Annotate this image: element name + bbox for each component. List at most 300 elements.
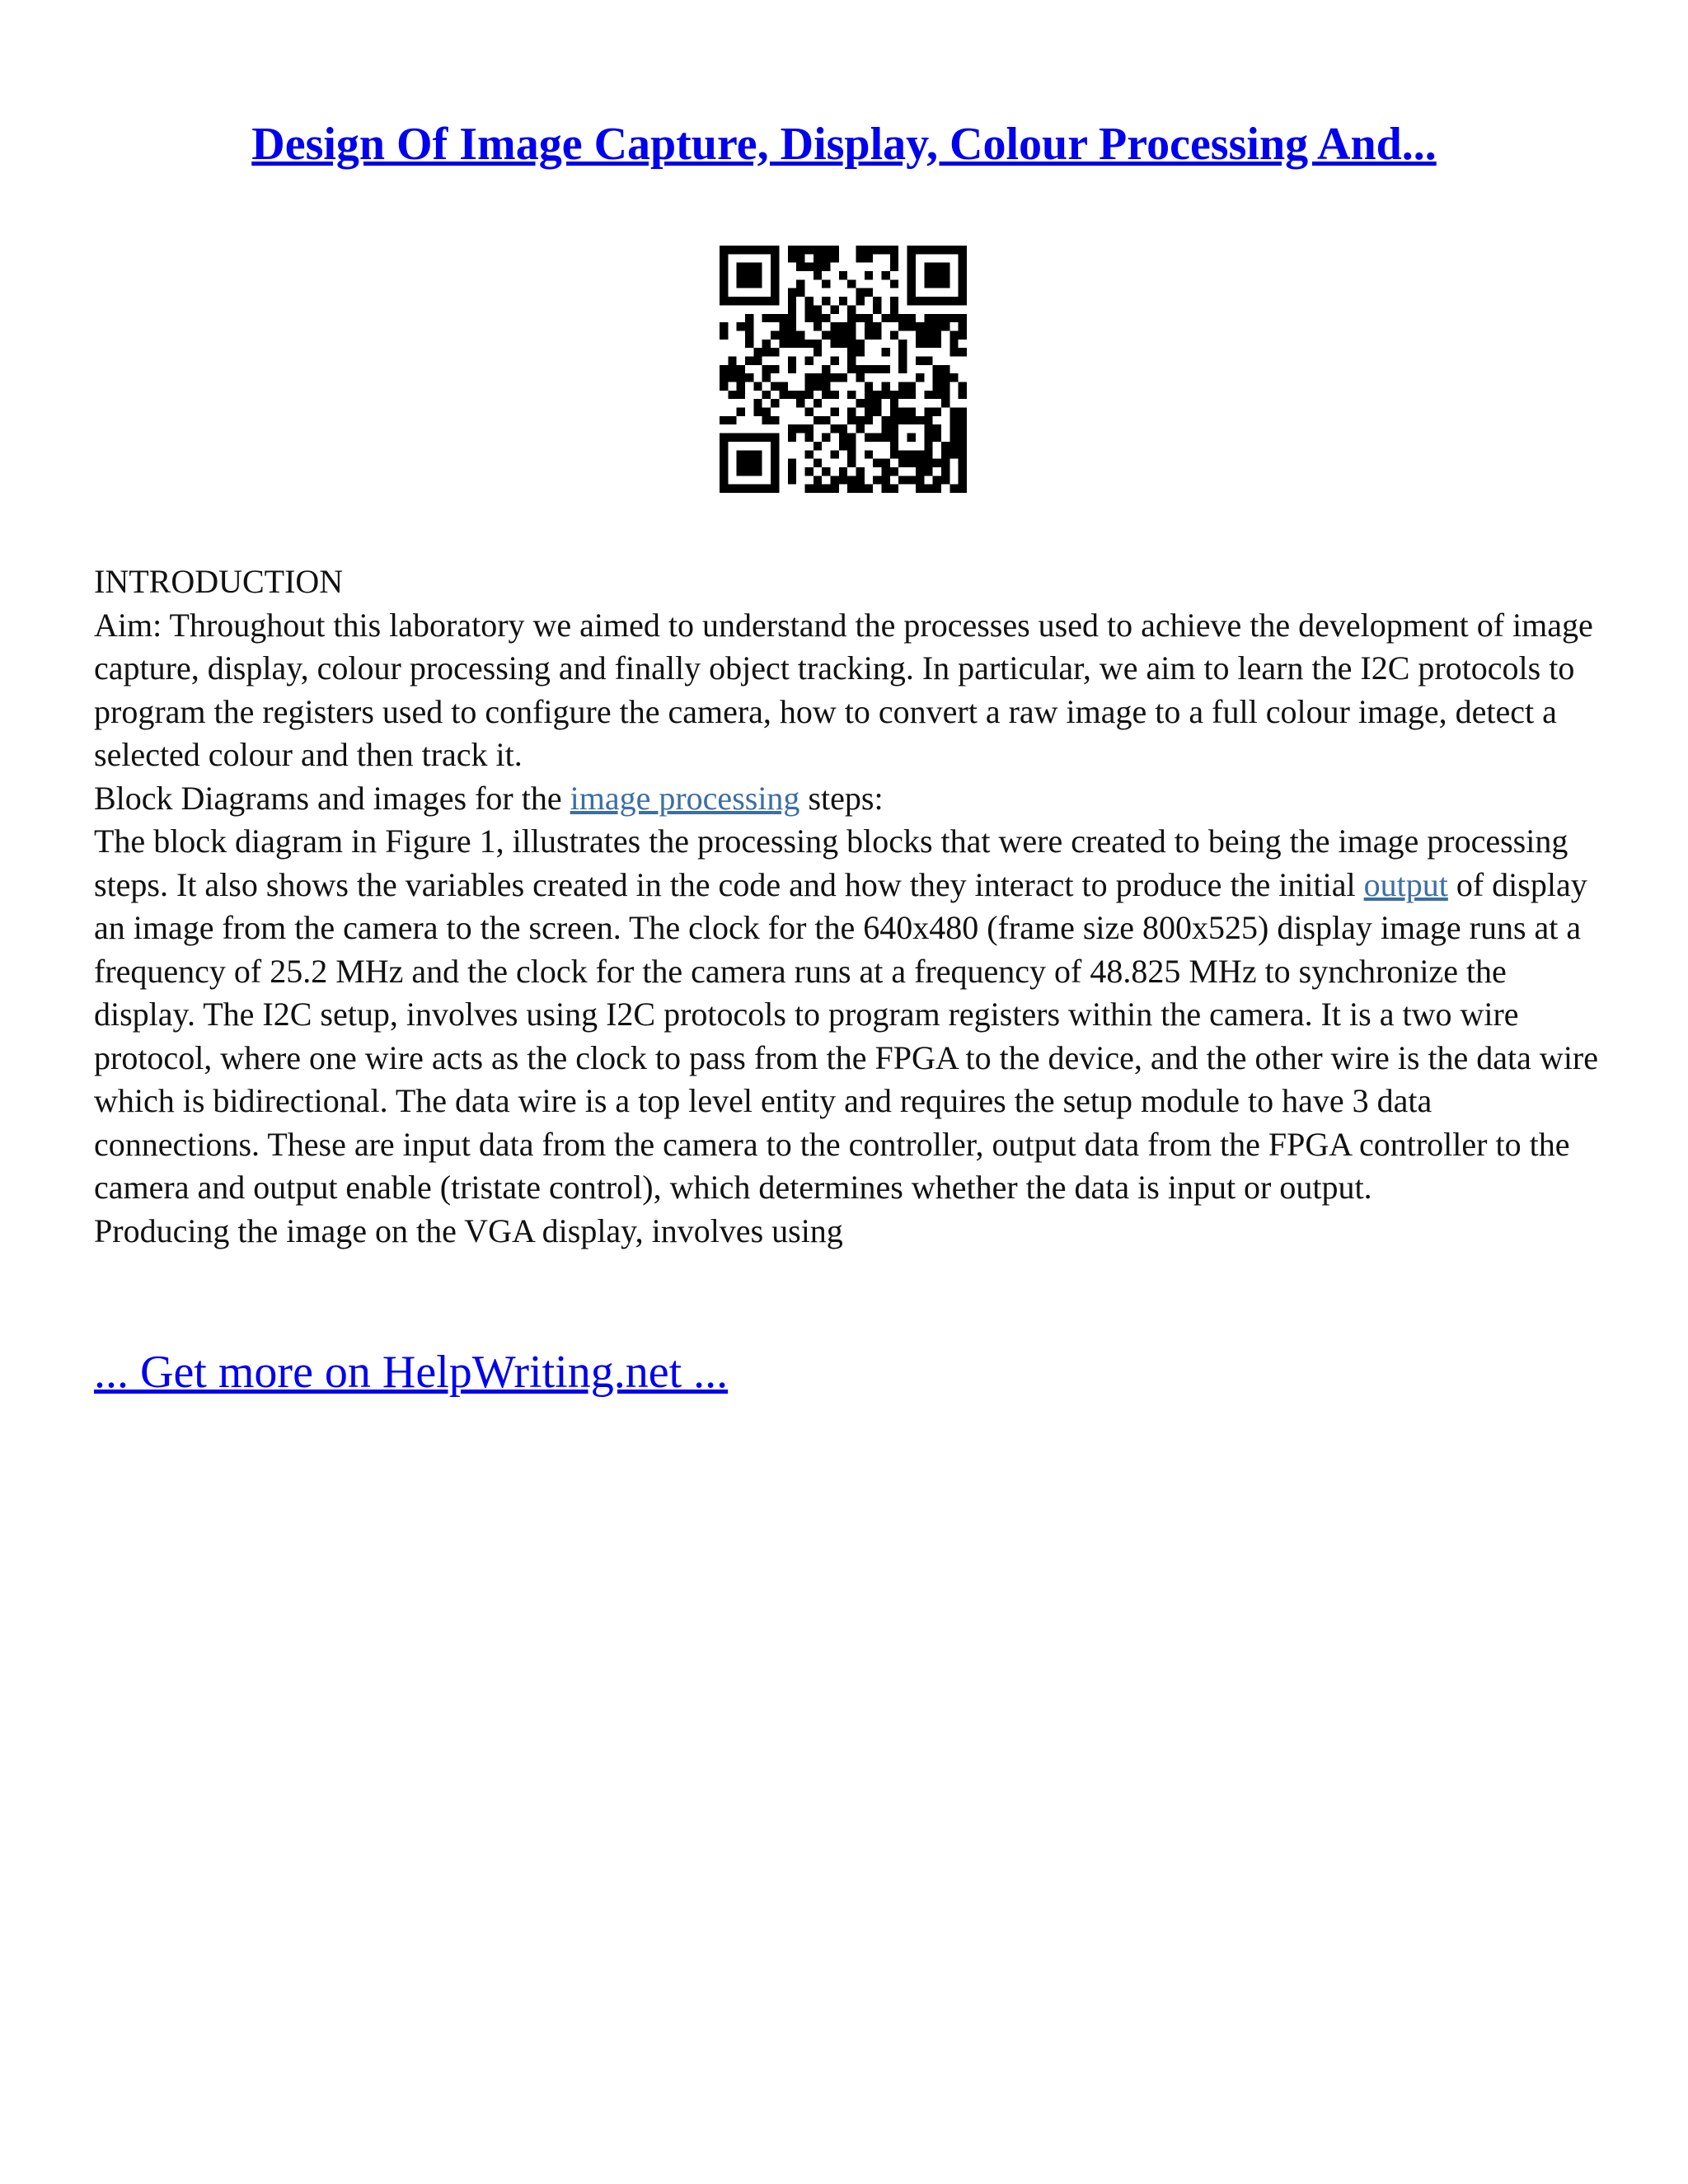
qr-module [959, 416, 967, 424]
qr-module [959, 476, 967, 484]
qr-module [847, 408, 856, 416]
qr-module [804, 263, 813, 271]
qr-module [941, 382, 950, 391]
qr-module [720, 467, 728, 476]
qr-module [830, 476, 838, 484]
qr-module [745, 467, 753, 476]
qr-module [856, 365, 865, 373]
qr-module [873, 408, 881, 416]
qr-module [737, 408, 745, 416]
qr-module [907, 297, 916, 305]
qr-module [745, 322, 753, 330]
qr-module [959, 263, 967, 271]
qr-module [898, 348, 907, 356]
qr-module [865, 450, 873, 458]
qr-module [814, 314, 822, 322]
qr-module [924, 297, 932, 305]
qr-module [771, 348, 779, 356]
qr-module [804, 246, 813, 254]
qr-module [890, 450, 898, 458]
qr-module [941, 246, 950, 254]
qr-module [924, 459, 932, 467]
qr-module [865, 399, 873, 407]
qr-module [882, 416, 890, 424]
qr-module [873, 322, 881, 330]
qr-module [898, 322, 907, 330]
qr-module [847, 348, 856, 356]
qr-module [865, 288, 873, 297]
qr-module [882, 476, 890, 484]
qr-module [882, 246, 890, 254]
qr-module [745, 279, 753, 288]
qr-module [753, 297, 762, 305]
qr-module [933, 297, 941, 305]
qr-module [907, 450, 916, 458]
qr-module [959, 314, 967, 322]
qr-module [830, 391, 838, 399]
qr-module [737, 382, 745, 391]
qr-module [788, 434, 796, 442]
section-heading: INTRODUCTION [94, 563, 344, 600]
qr-module [788, 330, 796, 339]
qr-module [873, 459, 881, 467]
qr-module [720, 246, 728, 254]
qr-module [907, 246, 916, 254]
qr-module [753, 408, 762, 416]
qr-module [720, 330, 728, 339]
qr-module [959, 288, 967, 297]
qr-module [941, 459, 950, 467]
qr-module [856, 416, 865, 424]
qr-module [950, 408, 958, 416]
qr-module [916, 450, 924, 458]
qr-module [890, 314, 898, 322]
qr-module [822, 467, 830, 476]
qr-module [788, 391, 796, 399]
qr-module [814, 348, 822, 356]
qr-module [720, 297, 728, 305]
qr-module [771, 365, 779, 373]
qr-module [847, 442, 856, 450]
qr-module [753, 279, 762, 288]
qr-module [796, 330, 804, 339]
qr-module [753, 450, 762, 458]
qr-module [822, 330, 830, 339]
qr-module [830, 322, 838, 330]
qr-module [753, 399, 762, 407]
qr-module [933, 424, 941, 433]
qr-module [771, 263, 779, 271]
qr-module [814, 485, 822, 493]
qr-module [898, 459, 907, 467]
qr-module [762, 246, 771, 254]
qr-module [959, 279, 967, 288]
qr-module [720, 254, 728, 262]
qr-module [950, 450, 958, 458]
qr-module [950, 485, 958, 493]
qr-module [830, 424, 838, 433]
body-text-start: The block diagram in Figure 1, illustrates the processing blocks that were created to being the image processing steps. It also shows the variables created in the code and how they interact to produce the initial [94, 823, 1568, 903]
qr-module [796, 391, 804, 399]
qr-module [771, 297, 779, 305]
qr-module [753, 459, 762, 467]
qr-module [916, 467, 924, 476]
qr-module [745, 450, 753, 458]
qr-module [779, 340, 787, 348]
qr-module [847, 416, 856, 424]
qr-module [873, 246, 881, 254]
qr-module [924, 246, 932, 254]
qr-module [933, 330, 941, 339]
qr-module [839, 476, 847, 484]
qr-module [865, 408, 873, 416]
output-link[interactable]: output [1363, 865, 1448, 903]
qr-module [745, 340, 753, 348]
qr-module [737, 467, 745, 476]
qr-module [720, 459, 728, 467]
qr-module [804, 450, 813, 458]
qr-module [779, 314, 787, 322]
block-intro-suffix: steps: [799, 779, 884, 817]
qr-module [873, 330, 881, 339]
aim-paragraph: Aim: Throughout this laboratory we aimed to understand the processes used to achieve the development of image capture, display, colour processing and finally object tracking. In particular, we aim to learn the I2C protocols to program the registers used to configure the camera, how to convert a raw image to a full colour image, detect a selected colour and then track it. [94, 606, 1593, 773]
qr-module [865, 246, 873, 254]
qr-module [898, 340, 907, 348]
qr-module [762, 391, 771, 399]
qr-module [822, 416, 830, 424]
qr-module [890, 442, 898, 450]
qr-module [788, 467, 796, 476]
qr-module [924, 416, 932, 424]
qr-module [804, 297, 813, 305]
qr-module [882, 434, 890, 442]
qr-module [898, 416, 907, 424]
qr-module [856, 254, 865, 262]
qr-module [804, 408, 813, 416]
qr-module [720, 382, 728, 391]
qr-module [865, 365, 873, 373]
qr-module [924, 442, 932, 450]
qr-module [822, 314, 830, 322]
qr-module [762, 314, 771, 322]
qr-module [847, 305, 856, 313]
qr-module [814, 399, 822, 407]
qr-module [950, 424, 958, 433]
qr-module [804, 382, 813, 391]
qr-module [907, 408, 916, 416]
qr-module [959, 254, 967, 262]
qr-module [882, 348, 890, 356]
qr-module [916, 246, 924, 254]
qr-module [753, 467, 762, 476]
qr-module [865, 330, 873, 339]
qr-module [822, 434, 830, 442]
qr-module [814, 382, 822, 391]
qr-code [720, 246, 967, 493]
qr-module [924, 271, 932, 279]
qr-module [728, 246, 736, 254]
qr-module [847, 485, 856, 493]
qr-module [959, 271, 967, 279]
qr-module [907, 322, 916, 330]
qr-module [847, 330, 856, 339]
qr-module [771, 467, 779, 476]
qr-module [804, 434, 813, 442]
qr-module [959, 442, 967, 450]
qr-module [924, 330, 932, 339]
qr-module [847, 340, 856, 348]
qr-module [771, 476, 779, 484]
qr-module [924, 391, 932, 399]
qr-module [796, 279, 804, 288]
qr-module [933, 365, 941, 373]
qr-module [788, 424, 796, 433]
qr-module [737, 246, 745, 254]
qr-module [745, 246, 753, 254]
qr-module [814, 442, 822, 450]
qr-module [933, 391, 941, 399]
qr-module [720, 288, 728, 297]
qr-module [873, 399, 881, 407]
qr-module [882, 485, 890, 493]
qr-module [839, 340, 847, 348]
qr-module [959, 330, 967, 339]
qr-module [720, 416, 728, 424]
qr-module [720, 279, 728, 288]
qr-module [737, 279, 745, 288]
qr-module [924, 467, 932, 476]
qr-module [762, 297, 771, 305]
qr-module [814, 476, 822, 484]
qr-module [822, 297, 830, 305]
qr-module [933, 459, 941, 467]
qr-module [745, 485, 753, 493]
qr-module [907, 459, 916, 467]
qr-module [941, 297, 950, 305]
qr-module [814, 322, 822, 330]
qr-module [890, 485, 898, 493]
qr-module [873, 297, 881, 305]
qr-module [933, 434, 941, 442]
qr-module [771, 399, 779, 407]
qr-module [779, 382, 787, 391]
qr-module [788, 254, 796, 262]
qr-module [753, 348, 762, 356]
qr-module [933, 373, 941, 382]
qr-module [907, 271, 916, 279]
qr-module [898, 450, 907, 458]
qr-module [882, 382, 890, 391]
qr-module [941, 322, 950, 330]
document-body [94, 560, 1602, 1253]
qr-module [941, 365, 950, 373]
qr-module [890, 279, 898, 288]
qr-module [847, 391, 856, 399]
qr-module [771, 434, 779, 442]
qr-module [873, 305, 881, 313]
qr-module [814, 459, 822, 467]
document-title-link[interactable]: Design Of Image Capture, Display, Colour Processing And... [251, 119, 1437, 170]
qr-module [882, 271, 890, 279]
closing-paragraph: Producing the image on the VGA display, involves using [94, 1212, 843, 1249]
qr-module [839, 297, 847, 305]
qr-module [856, 348, 865, 356]
qr-module [950, 297, 958, 305]
qr-module [788, 322, 796, 330]
qr-module [830, 305, 838, 313]
block-diagram-intro [94, 777, 1602, 821]
qr-module [950, 314, 958, 322]
qr-module [890, 424, 898, 433]
qr-module [856, 485, 865, 493]
qr-module [890, 467, 898, 476]
qr-module [865, 382, 873, 391]
qr-module [822, 373, 830, 382]
qr-module [830, 254, 838, 262]
qr-module [796, 340, 804, 348]
qr-module [762, 348, 771, 356]
qr-module [907, 391, 916, 399]
qr-module [847, 450, 856, 458]
qr-module [890, 416, 898, 424]
qr-module [907, 416, 916, 424]
qr-module [890, 399, 898, 407]
get-more-link[interactable]: ... Get more on HelpWriting.net ... [94, 1347, 729, 1398]
qr-module [771, 271, 779, 279]
qr-module [753, 356, 762, 364]
qr-module [950, 373, 958, 382]
qr-module [839, 322, 847, 330]
qr-module [830, 450, 838, 458]
qr-module [898, 391, 907, 399]
qr-module [822, 391, 830, 399]
qr-module [822, 382, 830, 391]
qr-module [804, 373, 813, 382]
qr-module [941, 271, 950, 279]
qr-module [898, 476, 907, 484]
qr-module [814, 246, 822, 254]
qr-module [916, 416, 924, 424]
qr-module [924, 356, 932, 364]
qr-module [907, 288, 916, 297]
qr-module [950, 246, 958, 254]
qr-module [720, 450, 728, 458]
qr-module [916, 340, 924, 348]
qr-module [941, 314, 950, 322]
qr-module [916, 373, 924, 382]
qr-module [839, 467, 847, 476]
qr-module [830, 246, 838, 254]
qr-module [728, 373, 736, 382]
qr-module [882, 391, 890, 399]
qr-module [959, 246, 967, 254]
qr-module [720, 322, 728, 330]
qr-module [788, 314, 796, 322]
qr-module [924, 340, 932, 348]
qr-module [830, 485, 838, 493]
block-intro-text: Block Diagrams and images for the [94, 779, 570, 817]
qr-module [856, 373, 865, 382]
qr-module [856, 340, 865, 348]
qr-module [788, 340, 796, 348]
qr-module [822, 246, 830, 254]
qr-module [847, 459, 856, 467]
qr-module [814, 254, 822, 262]
qr-module [728, 391, 736, 399]
qr-module [728, 485, 736, 493]
qr-module [941, 442, 950, 450]
qr-module [847, 279, 856, 288]
qr-module [771, 279, 779, 288]
qr-module [753, 382, 762, 391]
qr-module [720, 263, 728, 271]
qr-module [941, 450, 950, 458]
qr-module [933, 314, 941, 322]
qr-module [737, 271, 745, 279]
qr-module [933, 271, 941, 279]
qr-module [890, 254, 898, 262]
qr-module [728, 434, 736, 442]
qr-module [753, 246, 762, 254]
qr-module [865, 314, 873, 322]
qr-module [745, 271, 753, 279]
qr-module [933, 382, 941, 391]
qr-module [898, 365, 907, 373]
qr-module [916, 485, 924, 493]
qr-module [890, 263, 898, 271]
qr-module [814, 263, 822, 271]
qr-module [796, 424, 804, 433]
qr-module [839, 373, 847, 382]
qr-module [959, 322, 967, 330]
qr-module [933, 279, 941, 288]
qr-module [779, 391, 787, 399]
qr-module [882, 365, 890, 373]
qr-module [907, 314, 916, 322]
qr-module [737, 485, 745, 493]
qr-module [924, 424, 932, 433]
qr-module [796, 399, 804, 407]
image-processing-link[interactable]: image processing [570, 779, 800, 817]
qr-module [779, 330, 787, 339]
qr-module [959, 485, 967, 493]
qr-module [720, 485, 728, 493]
qr-module [771, 314, 779, 322]
qr-module [822, 279, 830, 288]
qr-module [959, 382, 967, 391]
qr-module [745, 314, 753, 322]
qr-module [771, 330, 779, 339]
qr-module [873, 391, 881, 399]
qr-module [941, 373, 950, 382]
qr-module [779, 322, 787, 330]
qr-module [890, 305, 898, 313]
qr-module [720, 476, 728, 484]
qr-module [959, 297, 967, 305]
qr-module [753, 434, 762, 442]
qr-module [882, 424, 890, 433]
qr-module [959, 348, 967, 356]
qr-module [839, 442, 847, 450]
qr-module [839, 271, 847, 279]
qr-module [959, 424, 967, 433]
qr-module [933, 246, 941, 254]
qr-module [753, 263, 762, 271]
qr-module [847, 314, 856, 322]
qr-module [762, 365, 771, 373]
qr-module [839, 434, 847, 442]
qr-module [737, 373, 745, 382]
